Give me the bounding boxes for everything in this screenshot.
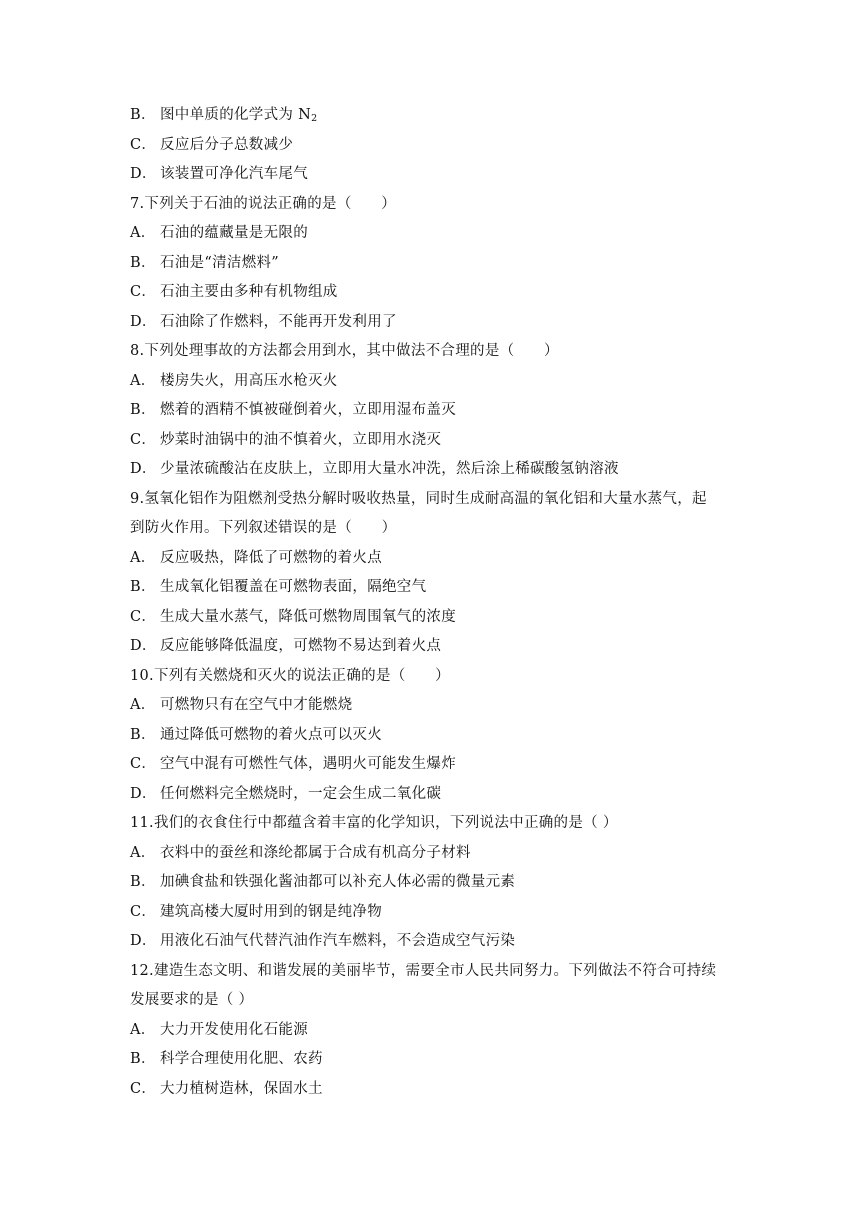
answer-option [130, 750, 740, 780]
option-text: 加碘食盐和铁强化酱油都可以补充人体必需的微量元素 [160, 874, 516, 890]
option-text: 少量浓硫酸沾在皮肤上，立即用大量水冲洗，然后涂上稀碳酸氢钠溶液 [160, 461, 619, 477]
answer-option [130, 898, 740, 928]
answer-option [130, 839, 740, 869]
question-stem: 7.下列关于石油的说法正确的是（ ） [130, 195, 397, 212]
question-stem: 发展要求的是（ ） [130, 992, 254, 1008]
option-letter: C． [130, 284, 157, 300]
answer-option [130, 544, 740, 574]
option-text: 石油是“清洁燃料” [160, 254, 280, 271]
answer-option [130, 396, 740, 426]
option-text: 用液化石油气代替汽油作汽车燃料，不会造成空气污染 [160, 933, 516, 949]
answer-option [130, 278, 740, 308]
option-letter: D． [130, 461, 157, 477]
option-letter: D． [130, 313, 157, 330]
option-letter: C． [130, 431, 157, 448]
answer-option [130, 367, 740, 397]
option-letter: A． [130, 225, 156, 241]
option-text: 衣料中的蚕丝和涤纶都属于合成有机高分子材料 [160, 844, 471, 861]
option-letter: D． [130, 638, 157, 654]
option-text: 反应能够降低温度，可燃物不易达到着火点 [160, 638, 442, 654]
answer-option [130, 426, 740, 456]
option-letter: A． [130, 549, 156, 566]
answer-option [130, 131, 740, 161]
option-letter: B． [130, 726, 156, 743]
option-text: 通过降低可燃物的着火点可以灭火 [160, 726, 382, 743]
answer-option [130, 455, 740, 485]
option-text: 石油的蕴藏量是无限的 [160, 225, 308, 241]
option-letter: C． [130, 903, 157, 920]
answer-option [130, 1075, 740, 1105]
answer-option [130, 249, 740, 279]
option-letter: B． [130, 579, 156, 595]
option-letter: B． [130, 1051, 156, 1067]
answer-option [130, 101, 740, 131]
option-letter: B． [130, 107, 156, 123]
option-letter: C． [130, 608, 157, 625]
option-letter: C． [130, 1080, 157, 1097]
question-stem: 12.建造生态文明、和谐发展的美丽毕节，需要全市人民共同努力。下列做法不符合可持续 [130, 962, 717, 979]
option-text: 空气中混有可燃性气体，遇明火可能发生爆炸 [160, 756, 456, 772]
option-text: 炒菜时油锅中的油不慎着火，立即用水浇灭 [160, 431, 442, 448]
answer-option [130, 780, 740, 810]
option-letter: A． [130, 372, 156, 389]
option-letter: A． [130, 697, 156, 713]
answer-option [130, 632, 740, 662]
option-text: 反应后分子总数减少 [160, 136, 294, 153]
question-text [130, 662, 740, 692]
answer-option [130, 308, 740, 338]
question-text [130, 986, 740, 1016]
option-text: 建筑高楼大厦时用到的钢是纯净物 [160, 903, 382, 920]
option-text: 石油主要由多种有机物组成 [160, 284, 338, 300]
answer-option [130, 160, 740, 190]
question-text [130, 514, 740, 544]
option-letter: D． [130, 785, 157, 802]
question-stem: 到防火作用。下列叙述错误的是（ ） [130, 520, 397, 536]
answer-option [130, 603, 740, 633]
option-letter: C． [130, 756, 157, 772]
answer-option [130, 1045, 740, 1075]
option-letter: C． [130, 136, 157, 153]
question-stem: 10.下列有关燃烧和灭火的说法正确的是（ ） [130, 667, 450, 684]
question-text [130, 809, 740, 839]
question-stem: 9.氢氧化铝作为阻燃剂受热分解时吸收热量，同时生成耐高温的氧化铝和大量水蒸气，起 [130, 490, 707, 507]
option-text: 反应吸热，降低了可燃物的着火点 [160, 549, 382, 566]
option-text: 大力植树造林，保固水土 [160, 1080, 323, 1097]
option-text: 任何燃料完全燃烧时，一定会生成二氧化碳 [160, 785, 442, 802]
option-letter: D． [130, 166, 157, 182]
option-text: 大力开发使用化石能源 [160, 1021, 308, 1038]
question-text [130, 485, 740, 515]
answer-option [130, 868, 740, 898]
option-text: 该装置可净化汽车尾气 [160, 166, 308, 182]
option-letter: B． [130, 254, 156, 271]
question-stem: 11.我们的衣食住行中都蕴含着丰富的化学知识，下列说法中正确的是（ ） [130, 815, 618, 831]
question-text [130, 337, 740, 367]
answer-option [130, 1016, 740, 1046]
option-text: 生成大量水蒸气，降低可燃物周围氧气的浓度 [160, 608, 456, 625]
question-text [130, 957, 740, 987]
answer-option [130, 219, 740, 249]
question-stem: 8.下列处理事故的方法都会用到水，其中做法不合理的是（ ） [130, 343, 559, 359]
option-letter: B． [130, 402, 156, 418]
option-letter: B． [130, 874, 156, 890]
answer-option [130, 721, 740, 751]
subscript: 2 [311, 113, 318, 124]
option-text: 石油除了作燃料，不能再开发利用了 [160, 313, 397, 330]
option-letter: D． [130, 933, 157, 949]
option-letter: A． [130, 1021, 156, 1038]
answer-option [130, 927, 740, 957]
answer-option [130, 573, 740, 603]
option-text: 图中单质的化学式为 N [160, 107, 312, 123]
option-text: 可燃物只有在空气中才能燃烧 [160, 697, 353, 713]
option-text: 楼房失火，用高压水枪灭火 [160, 372, 338, 389]
option-text: 生成氧化铝覆盖在可燃物表面，隔绝空气 [160, 579, 427, 595]
answer-option [130, 691, 740, 721]
option-text: 科学合理使用化肥、农药 [160, 1051, 323, 1067]
option-text: 燃着的酒精不慎被碰倒着火，立即用湿布盖灭 [160, 402, 456, 418]
option-letter: A． [130, 844, 156, 861]
question-text [130, 190, 740, 220]
